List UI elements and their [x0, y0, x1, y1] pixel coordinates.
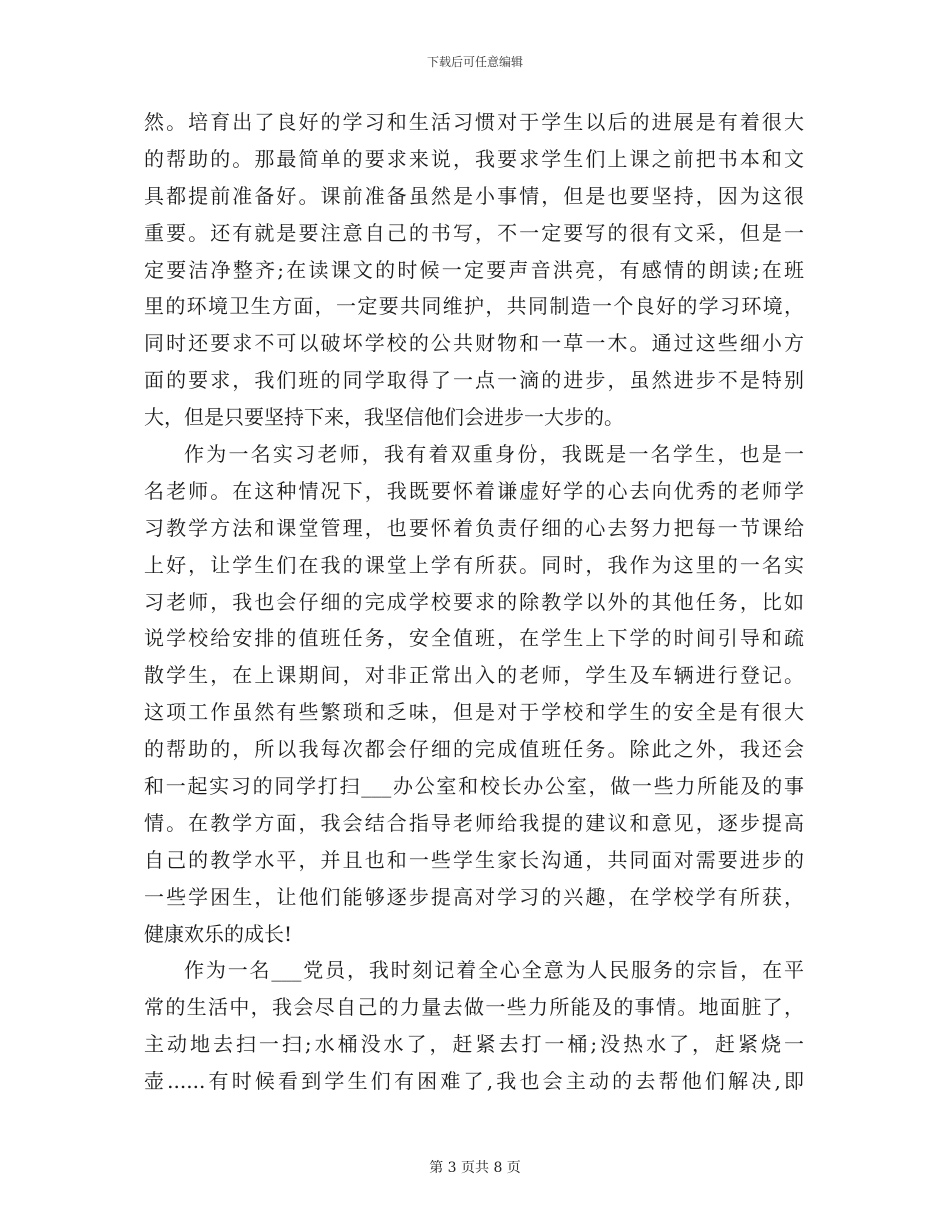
text-line: 一些学困生，让他们能够逐步提高对学习的兴趣，在学校学有所获，	[144, 884, 804, 909]
text-line: 作为一名实习老师，我有着双重身份，我既是一名学生，也是一	[184, 442, 804, 467]
page-header: 下载后可任意编辑	[426, 55, 523, 69]
paragraph	[144, 952, 804, 1100]
text-line: 面的要求，我们班的同学取得了一点一滴的进步，虽然进步不是特别	[144, 368, 804, 393]
text-line: 散学生，在上课期间，对非正常出入的老师，学生及车辆进行登记。	[144, 663, 804, 688]
text-line: 里的环境卫生方面，一定要共同维护，共同制造一个良好的学习环境，	[144, 294, 804, 319]
text-line: 上好，让学生们在我的课堂上学有所获。同时，我作为这里的一名实	[144, 552, 804, 577]
text-line: 壶......有时候看到学生们有困难了,我也会主动的去帮他们解决,即	[144, 1069, 804, 1094]
text-line: 常的生活中，我会尽自己的力量去做一些力所能及的事情。地面脏了，	[144, 995, 804, 1020]
text-line: 这项工作虽然有些繁琐和乏味，但是对于学校和学生的安全是有很大	[144, 700, 804, 725]
paragraph	[144, 436, 804, 952]
text-line: 名老师。在这种情况下，我既要怀着谦虚好学的心去向优秀的老师学	[144, 478, 804, 503]
paragraph	[144, 104, 804, 436]
text-line: 习老师，我也会仔细的完成学校要求的除教学以外的其他任务，比如	[144, 589, 804, 614]
text-line: 作为一名___党员，我时刻记着全心全意为人民服务的宗旨，在平	[184, 958, 804, 983]
text-line: 的帮助的，所以我每次都会仔细的完成值班任务。除此之外，我还会	[144, 737, 804, 762]
text-line: 大，但是只要坚持下来，我坚信他们会进步一大步的。	[144, 405, 624, 430]
text-line: 的帮助的。那最简单的要求来说，我要求学生们上课之前把书本和文	[144, 146, 804, 171]
text-line: 同时还要求不可以破坏学校的公共财物和一草一木。通过这些细小方	[144, 331, 804, 356]
text-line: 和一起实习的同学打扫___办公室和校长办公室，做一些力所能及的事	[144, 774, 804, 799]
text-line: 情。在教学方面，我会结合指导老师给我提的建议和意见，逐步提高	[144, 810, 804, 835]
text-line: 健康欢乐的成长!	[144, 921, 293, 946]
text-line: 具都提前准备好。课前准备虽然是小事情，但是也要坚持，因为这很	[144, 183, 804, 208]
page-footer: 第 3 页共 8 页	[429, 1160, 521, 1176]
text-line: 重要。还有就是要注意自己的书写，不一定要写的很有文采，但是一	[144, 220, 804, 245]
text-line: 习教学方法和课堂管理，也要怀着负责仔细的心去努力把每一节课给	[144, 515, 804, 540]
text-line: 说学校给安排的值班任务，安全值班，在学生上下学的时间引导和疏	[144, 626, 804, 651]
text-line: 定要洁净整齐;在读课文的时候一定要声音洪亮，有感情的朗读;在班	[144, 257, 804, 282]
body-text	[144, 104, 804, 1100]
text-line: 自己的教学水平，并且也和一些学生家长沟通，共同面对需要进步的	[144, 847, 804, 872]
text-line: 然。培育出了良好的学习和生活习惯对于学生以后的进展是有着很大	[144, 110, 804, 134]
text-line: 主动地去扫一扫;水桶没水了，赶紧去打一桶;没热水了，赶紧烧一	[144, 1032, 804, 1057]
